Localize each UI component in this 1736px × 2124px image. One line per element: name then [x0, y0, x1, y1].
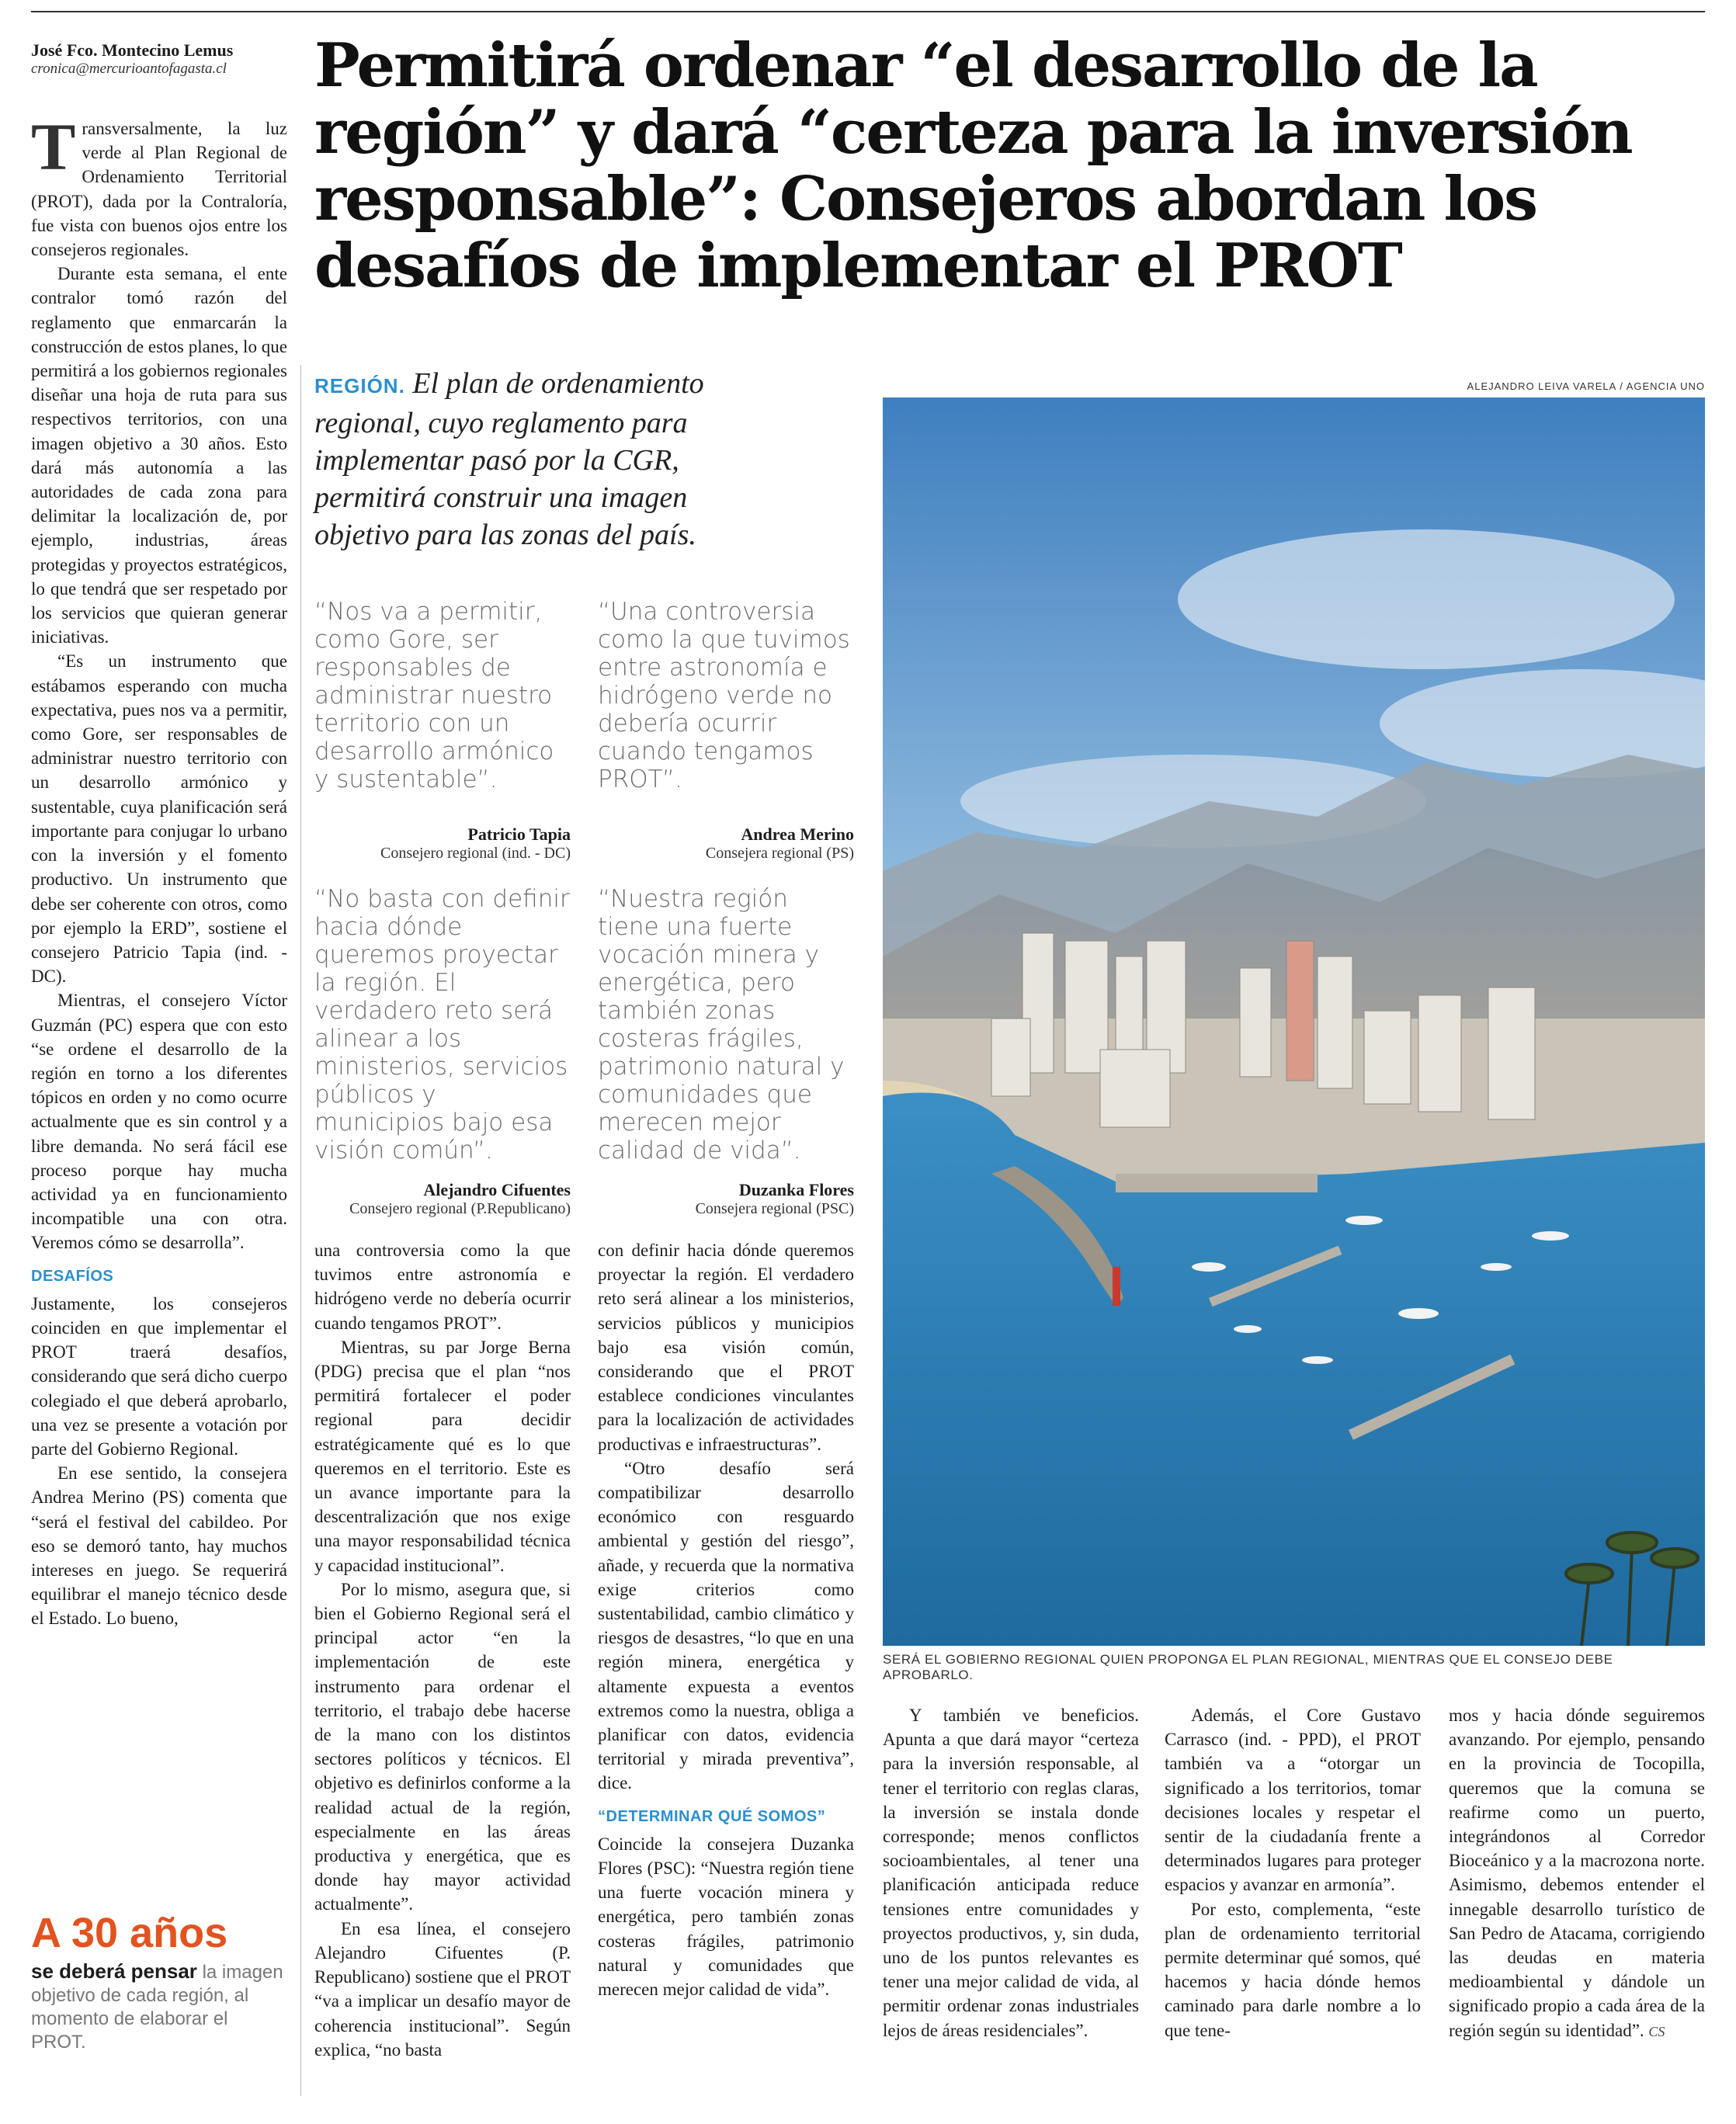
quote-role: Consejera regional (PS)	[705, 845, 854, 862]
section-heading-determinar: “DETERMINAR QUÉ SOMOS”	[598, 1807, 826, 1825]
quote-author: Patricio Tapia	[467, 824, 571, 844]
paragraph-3: Por lo mismo, asegura que, si bien el Gobierno Regional será el principal actor “en la implementación de este instrumento para ordenar el territorio, el trabajo debe hacerse de la mano con los distintos sectores políticos y técnicos. El objetivo es definirlos conforme a la realidad actual de la región, especialmente en las áreas productiva y energética, que es donde hay mayor actividad actualmente”.	[314, 1579, 571, 1914]
quote-role: Consejero regional (P.Republicano)	[349, 1200, 571, 1217]
byline	[31, 40, 279, 78]
headline: Permitirá ordenar “el desarrollo de la región” y dará “certeza para la inversión responsable”: Consejeros abordan los desafíos de implementar el PROT	[314, 30, 1632, 301]
paragraph-1	[1449, 1703, 1705, 2044]
paragraph-2: Por esto, complementa, “este plan de ordenamiento territorial permite determinar qué somos, qué hacemos y hacia dónde hemos caminado para darle nombre a lo que tene-	[1165, 1899, 1421, 2040]
paragraph-1-text: mos y hacia dónde seguiremos avanzando. Por ejemplo, pensando en la provincia de Tocopilla, queremos que la comuna se reafirme como un puerto, integrándonos al Corredor Bioceánico y a la macrozona norte. Asimismo, debemos entender el innegable desarrollo turístico de San Pedro de Atacama, corrigiendo las deudas en materia medioambiental y dándole un significado propio a cada área de la región según su identidad”.	[1449, 1706, 1705, 2040]
section-heading-desafios: DESAFÍOS	[31, 1267, 114, 1285]
quote-text: “No basta con definir hacia dónde queremos proyectar la región. El verdadero reto será alinear a los ministerios, servicios públicos y municipios bajo esa visión común”.	[314, 885, 570, 1164]
harbor-photo-illustration	[883, 397, 1705, 1646]
paragraph-1	[31, 109, 287, 262]
quote-author: Alejandro Cifuentes	[423, 1180, 571, 1199]
quote-block-2	[598, 598, 854, 862]
paragraph-2: “Otro desafío será compatibilizar desarrollo económico con resguardo ambiental y gestión del riesgo”, añade, y recuerda que la normativa exige criterios como sustentabilidad, cambio climático y riesgos de desastres, “lo que en una región minera, energética y altamente expuesta a eventos extremos como la nuestra, obliga a planificar con datos, evidencia territorial y mirada preventiva”, dice.	[598, 1458, 854, 1793]
paragraph-3: “Es un instrumento que estábamos esperando con mucha expectativa, pues nos va a permitir, como Gore, ser responsables de administrar nuestro territorio con un desarrollo armónico y sustentable, cuya planificación será importante para conjugar lo urbano con la inversión y el fomento productivo. Un instrumento que debe ser coherente con otros, como por ejemplo la ERD”, sostiene el consejero Patricio Tapia (ind. - DC).	[31, 651, 287, 987]
dropcap: T	[31, 109, 76, 184]
photo-credit: ALEJANDRO LEIVA VARELA / AGENCIA UNO	[1467, 380, 1705, 392]
quote-block-4	[598, 885, 854, 1218]
sidebar-big-number: A 30 años	[31, 1910, 228, 1956]
harbor-photo	[883, 397, 1705, 1646]
sidebar-light: la imagen objetivo de cada región, al momento de elaborar el PROT.	[31, 1962, 283, 2053]
lede-text: El plan de ordenamiento regional, cuyo reglamento para implementar pasó por la CGR, permitirá construir una imagen objetivo para las zonas del país.	[314, 367, 704, 551]
lede	[314, 365, 765, 554]
column-5	[1165, 1703, 1421, 2042]
column-divider	[300, 365, 301, 2096]
paragraph-1: con definir hacia dónde queremos proyectar la región. El verdadero reto será alinear a los ministerios, servicios públicos y municipios bajo esa visión común, considerando que el PROT establece condiciones vinculantes para la localización de actividades productivas e infraestructuras”.	[598, 1241, 854, 1454]
paragraph-6: En ese sentido, la consejera Andrea Merino (PS) comenta que “será el festival del cabildeo. Por eso se demoró tanto, hay muchos intereses en juego. Se requerirá equilibrar el manejo técnico desde el Estado. Lo bueno,	[31, 1463, 287, 1629]
author-name: José Fco. Montecino Lemus	[31, 40, 234, 60]
lede-tag: REGIÓN.	[314, 374, 405, 397]
paragraph-4: En esa línea, el consejero Alejandro Cifuentes (P. Republicano) sostiene que el PROT “va a implicar un desafío mayor de coherencia institucional”. Según explica, “no basta	[314, 1918, 571, 2060]
column-2	[314, 1238, 571, 2062]
top-rule	[31, 11, 1705, 12]
quote-text: “Nos va a permitir, como Gore, ser responsables de administrar nuestro territorio con un desarrollo armónico y sustentable”.	[314, 598, 554, 793]
quote-role: Consejera regional (PSC)	[695, 1200, 854, 1217]
end-mark: CS	[1648, 2023, 1665, 2039]
quote-role: Consejero regional (ind. - DC)	[380, 845, 571, 862]
quote-author: Andrea Merino	[741, 824, 854, 844]
quote-text: “Nuestra región tiene una fuerte vocación minera y energética, pero también zonas costeras frágiles, patrimonio natural y comunidades que merecen mejor calidad de vida”.	[598, 885, 845, 1164]
column-1	[31, 109, 287, 1631]
paragraph-5: Justamente, los consejeros coinciden en que implementar el PROT traerá desafíos, considerando que será dicho cuerpo colegiado el que deberá aprobarlo, una vez se presente a votación por parte del Gobierno Regional.	[31, 1293, 287, 1459]
column-4	[883, 1703, 1139, 2042]
column-3	[598, 1238, 854, 2001]
sidebar-bold: se deberá pensar	[31, 1959, 197, 1983]
sidebar-stat	[31, 1910, 287, 2054]
sidebar-text	[31, 1959, 287, 2054]
paragraph-1: una controversia como la que tuvimos entre astronomía e hidrógeno verde no debería ocurrir cuando tengamos PROT”.	[314, 1241, 571, 1333]
paragraph-3: Coincide la consejera Duzanka Flores (PSC): “Nuestra región tiene una fuerte vocación minera y energética, pero también zonas costeras frágiles, patrimonio natural y comunidades que merecen mejor calidad de vida”.	[598, 1834, 854, 2000]
quote-block-3	[314, 885, 571, 1218]
column-6	[1449, 1703, 1705, 2044]
paragraph-4: Mientras, el consejero Víctor Guzmán (PC) espera que con esto “se ordene el desarrollo de la región en torno a los diferentes tópicos en orden y no como ocurre actualmente que es sin control y a libre demanda. No será fácil ese proceso porque hay mucha actividad ya en funcionamiento incompatible una con otra. Veremos cómo se desarrolla”.	[31, 991, 287, 1253]
photo-caption: SERÁ EL GOBIERNO REGIONAL QUIEN PROPONGA EL PLAN REGIONAL, MIENTRAS QUE EL CONSEJO DEBE APROBARLO.	[883, 1652, 1613, 1682]
quote-text: “Una controversia como la que tuvimos entre astronomía e hidrógeno verde no debería ocurrir cuando tengamos PROT”.	[598, 598, 850, 793]
quote-author: Duzanka Flores	[738, 1180, 854, 1199]
paragraph-1: Además, el Core Gustavo Carrasco (ind. - PPD), el PROT también va a “otorgar un significado a los territorios, tomar decisiones locales y respetar el sentir de la ciudadanía frente a determinados lugares para proteger espacios y avanzar en armonía”.	[1165, 1706, 1421, 1895]
paragraph-1: Y también ve beneficios. Apunta a que dará mayor “certeza para la inversión responsable, al tener el territorio con reglas claras, la inversión se instala donde corresponde; menos conflictos socioambientales, al tener una planificación anticipada reduce tensiones entre comunidades y proyectos productivos, y, sin duda, uno de los puntos relevantes es tener una mejor calidad de vida, al permitir ordenar zonas industriales lejos de áreas residenciales”.	[883, 1706, 1139, 2040]
author-email[interactable]: cronica@mercurioantofagasta.cl	[31, 61, 227, 77]
paragraph-1-text: ransversalmente, la luz verde al Plan Regional de Ordenamiento Territorial (PROT), dada por la Contraloría, fue vista con buenos ojos entre los consejeros regionales.	[31, 119, 287, 260]
quote-block-1	[314, 598, 571, 862]
paragraph-2: Durante esta semana, el ente contralor tomó razón del reglamento que enmarcarán la construcción de estos planes, lo que permitirá a los gobiernos regionales diseñar una hoja de ruta para sus respectivos territorios, con una imagen objetivo a 30 años. Esto dará más autonomía a las autoridades de cada zona para delimitar la localización de, por ejemplo, industrias, áreas protegidas y proyectos estratégicos, lo que tendrá que ser respetado por los servicios que quieran generar iniciativas.	[31, 264, 287, 647]
paragraph-2: Mientras, su par Jorge Berna (PDG) precisa que el plan “nos permitirá fortalecer el poder regional para decidir estratégicamente qué es lo que queremos en el territorio. Este es un avance importante para la descentralización que nos exige una mayor responsabilidad técnica y capacidad institucional”.	[314, 1337, 571, 1575]
